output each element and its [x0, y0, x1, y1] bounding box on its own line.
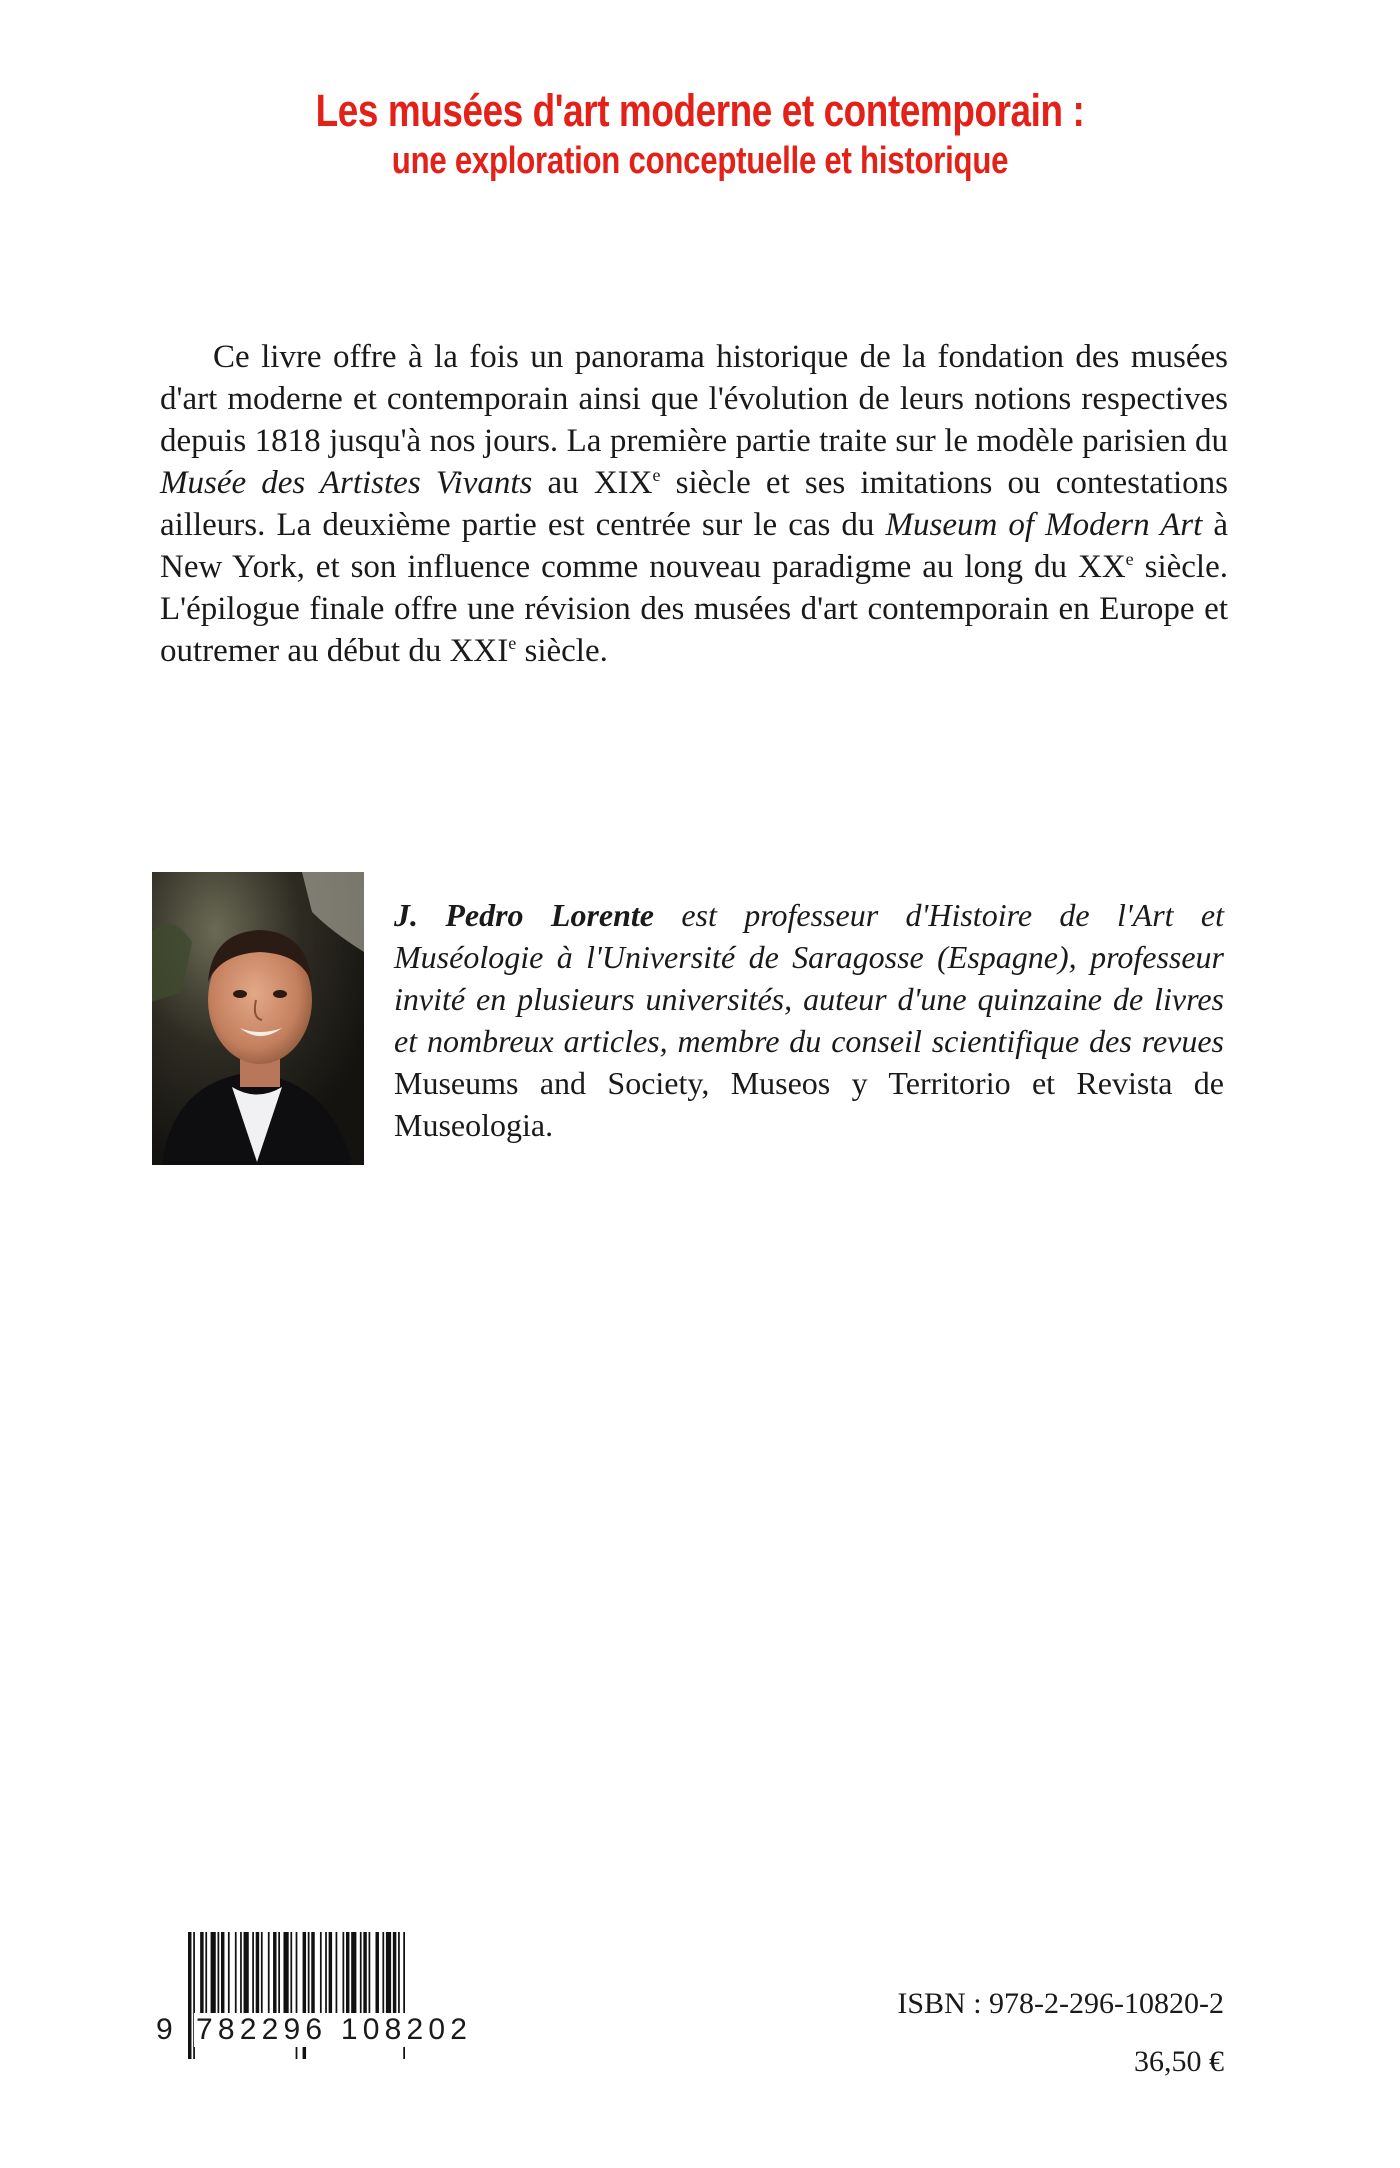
summary-text: au XIX	[532, 465, 653, 501]
summary-text: siècle. L'épilogue finale offre une révision des musées d'art contemporain en Europe et outremer au début du XXI	[160, 549, 1228, 669]
bio-italic-text: est professeur d'Histoire de l'Art et Muséologie à l'Université de Saragosse (Espagne), professeur invité en plusieurs universités, auteur d'une quinzaine de livres et nombreux articles, membre du conseil scientifique des revues	[394, 897, 1225, 1059]
summary-text: siècle.	[516, 633, 608, 669]
author-photo	[152, 872, 364, 1165]
barcode-lead-digit: 9	[156, 2013, 178, 2046]
summary-italic-title: Museum of Modern Art	[885, 507, 1203, 543]
title-block	[0, 84, 1400, 184]
superscript: e	[652, 465, 661, 485]
book-title: Les musées d'art moderne et contemporain :	[315, 85, 1085, 136]
book-summary	[160, 336, 1228, 672]
superscript: e	[1125, 549, 1134, 569]
author-bio	[394, 894, 1224, 1146]
price: 36,50 €	[1134, 2045, 1224, 2078]
book-subtitle: une exploration conceptuelle et historique	[391, 140, 1009, 182]
isbn: ISBN : 978-2-296-10820-2	[897, 1987, 1224, 2020]
summary-text: Ce livre offre à la fois un panorama historique de la fondation des musées d'art moderne et contemporain ainsi que l'évolution de leurs notions respectives depuis 1818 jusqu'à nos jours. La première partie traite sur le modèle parisien du	[160, 339, 1228, 459]
barcode-bar	[188, 1932, 191, 2059]
summary-text: à New York, et son influence comme nouveau paradigme au long du XX	[160, 507, 1229, 585]
bio-roman-text: Museums and Society, Museos y Territorio et Revista de Museologia.	[394, 1065, 1224, 1143]
author-name: J. Pedro Lorente	[394, 897, 654, 933]
summary-italic-title: Musée des Artistes Vivants	[160, 465, 533, 501]
superscript: e	[508, 633, 517, 653]
author-portrait-image	[152, 872, 364, 1165]
barcode-digits: 782296 108202	[196, 2013, 473, 2046]
summary-text: siècle et ses imitations ou contestations ailleurs. La deuxième partie est centrée sur le cas du	[160, 465, 1228, 543]
